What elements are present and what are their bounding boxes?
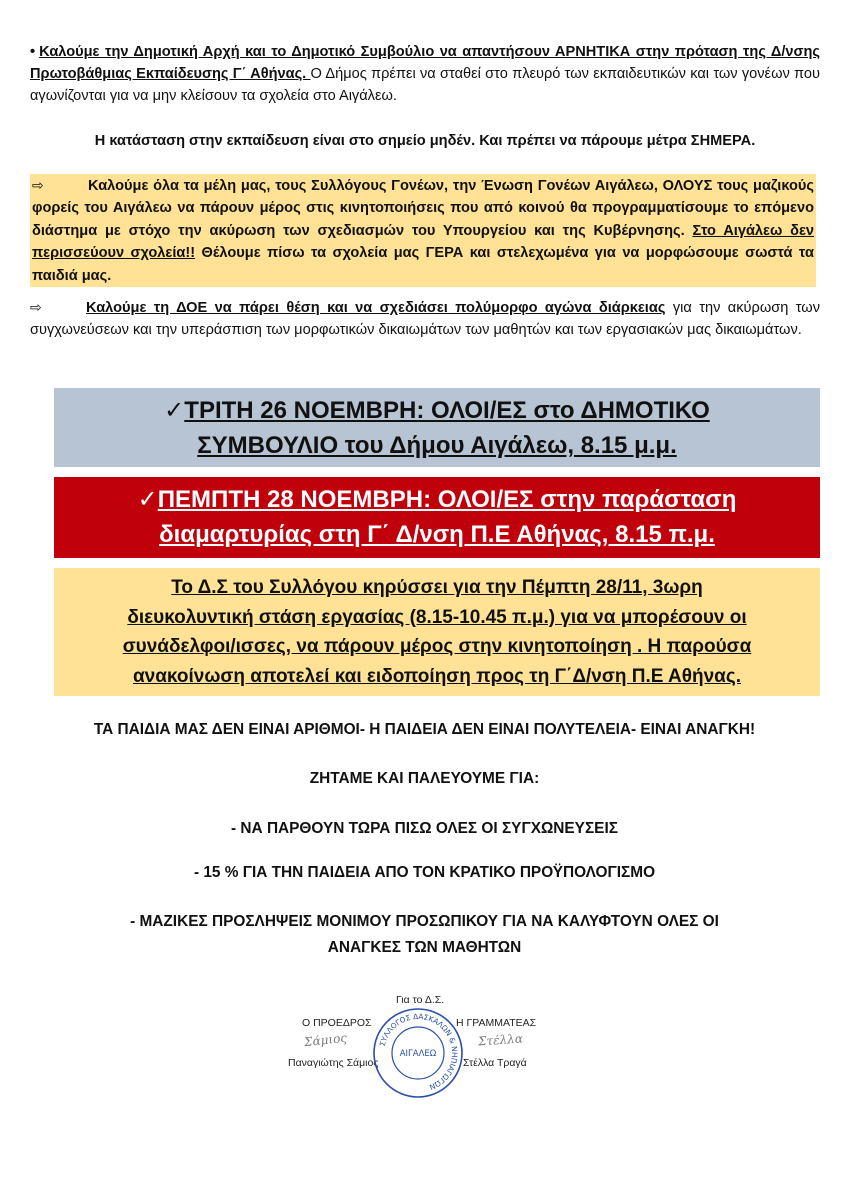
paragraph-call-to-members: [30, 174, 816, 287]
event-text-2: διαμαρτυρίας στη Γ΄ Δ/νση Π.Ε Αθήνας, 8.15 π.μ.: [159, 521, 715, 548]
secretary-name: Στέλλα Τραγά: [463, 1057, 527, 1069]
notice-line-1: Το Δ.Σ του Συλλόγου κηρύσσει για την Πέμπτη 28/11, 3ωρη: [171, 577, 703, 598]
checkmark-icon: ✓: [137, 486, 158, 513]
stamp-ring-text: ΣΥΛΛΟΓΟΣ ΔΑΣΚΑΛΩΝ & ΝΗΠΙΑΓΩΓΩΝ: [377, 1011, 460, 1092]
arrow-right-icon: ⇨: [32, 177, 44, 193]
event-line-2: [54, 428, 820, 463]
bullet-icon: •: [30, 44, 36, 60]
paragraph-underlined: Στο Αιγάλεω δεν περισσεύουν σχολεία!!: [32, 222, 814, 262]
event-box-tuesday: [54, 388, 820, 467]
slogan: ΤΑ ΠΑΙΔΙΑ ΜΑΣ ΔΕΝ ΕΙΝΑΙ ΑΡΙΘΜΟΙ- Η ΠΑΙΔΕΙΑ ΔΕΝ ΕΙΝΑΙ ΠΟΛΥΤΕΛΕΙΑ- ΕΙΝΑΙ ΑΝΑΓΚΗ!: [93, 721, 756, 738]
paragraph-text: Καλούμε όλα τα μέλη μας, τους Συλλόγους Γονέων, την Ένωση Γονέων Αιγάλεω, ΟΛΟΥΣ τους μαζικούς φορείς του Αιγάλεω να πάρουν μέρος στις κινητοποιήσεις που από κοινού θα προγραμματίσουμε το επόμενο διάστημα με στόχο την ακύρωση των σχεδιασμών του Υπουργείου και της Κυβέρνησης.: [32, 178, 814, 239]
event-box-thursday: [54, 477, 820, 558]
paragraph-emphasis: Καλούμε την Δημοτική Αρχή και το Δημοτικό Συμβούλιο να απαντήσουν ΑΡΝΗΤΙΚΑ στην πρόταση της Δ/νσης Πρωτοβάθμιας Εκπαίδευσης Γ΄ Αθήνας.: [30, 44, 820, 82]
paragraph-emphasis: Καλούμε τη ΔΟΕ να πάρει θέση και να σχεδιάσει πολύμορφο αγώνα διάρκειας: [86, 300, 666, 316]
demand-item: - 15 % ΓΙΑ ΤΗΝ ΠΑΙΔΕΙΑ ΑΠΟ ΤΟΝ ΚΡΑΤΙΚΟ ΠΡΟΫΠΟΛΟΓΙΣΜΟ: [193, 864, 656, 881]
event-line-2: [54, 517, 820, 552]
checkmark-icon: ✓: [164, 397, 185, 424]
paragraph-municipal-appeal: [30, 41, 820, 107]
notice-line-4: ανακοίνωση αποτελεί και ειδοποίηση προς τη Γ΄Δ/νση Π.Ε Αθήνας.: [133, 665, 741, 687]
president-name: Παναγιώτης Σάμιος: [288, 1057, 379, 1069]
president-signature: Σάμιος: [303, 1030, 348, 1050]
demand-item: - ΝΑ ΠΑΡΘΟΥΝ ΤΩΡΑ ΠΙΣΩ ΟΛΕΣ ΟΙ ΣΥΓΧΩΝΕΥΣΕΙΣ: [231, 820, 618, 837]
demands-heading: ΖΗΤΑΜΕ ΚΑΙ ΠΑΛΕΥΟΥΜΕ ΓΙΑ:: [309, 770, 540, 787]
president-title: Ο ΠΡΟΕΔΡΟΣ: [302, 1017, 372, 1029]
demand-item-continued: ΑΝΑΓΚΕΣ ΤΩΝ ΜΑΘΗΤΩΝ: [327, 939, 522, 956]
stamp-center-text: ΑΙΓΑΛΕΩ: [399, 1049, 437, 1059]
secretary-title: Η ΓΡΑΜΜΑΤΕΑΣ: [456, 1017, 537, 1029]
event-text-1: ΠΕΜΠΤΗ 28 ΝΟΕΜΒΡΗ: ΟΛΟΙ/ΕΣ στην παράσταση: [157, 486, 737, 513]
paragraph-text: Ο Δήμος πρέπει να σταθεί στο πλευρό των εκπαιδευτικών και των γονέων που αγωνίζονται για να μην κλείσουν τα σχολεία στο Αιγάλεω.: [30, 66, 820, 104]
demand-item: - ΜΑΖΙΚΕΣ ΠΡΟΣΛΗΨΕΙΣ ΜΟΝΙΜΟΥ ΠΡΟΣΩΠΙΚΟΥ ΓΙΑ ΝΑ ΚΑΛΥΦΤΟΥΝ ΟΛΕΣ ΟΙ: [130, 913, 719, 930]
event-line-1: [54, 393, 820, 428]
arrow-right-icon: ⇨: [30, 299, 42, 315]
paragraph-text-end: Θέλουμε πίσω τα σχολεία μας ΓΕΡΑ και στελεχωμένα για να μορφώσουμε σωστά τα παιδιά μας.: [32, 245, 814, 284]
strike-notice-box: [54, 568, 820, 696]
event-text-2: ΣΥΜΒΟΥΛΙΟ του Δήμου Αιγάλεω, 8.15 μ.μ.: [197, 432, 677, 459]
notice-line-2: διευκολυντική στάση εργασίας (8.15-10.45 π.μ.) για να μπορέσουν οι: [127, 606, 747, 628]
paragraph-call-to-doe: [30, 296, 820, 341]
event-line-1: [54, 482, 820, 517]
association-stamp: [371, 1006, 465, 1100]
secretary-signature: Στέλλα: [477, 1031, 524, 1049]
paragraph-situation: Η κατάσταση στην εκπαίδευση είναι στο σημείο μηδέν. Και πρέπει να πάρουμε μέτρα ΣΗΜΕΡΑ.: [94, 133, 756, 149]
event-text-1: ΤΡΙΤΗ 26 ΝΟΕΜΒΡΗ: ΟΛΟΙ/ΕΣ στο ΔΗΜΟΤΙΚΟ: [184, 397, 710, 424]
paragraph-text: για την ακύρωση των συγχωνεύσεων και την υπεράσπιση των μορφωτικών δικαιωμάτων των μαθητών και των εργασιακών μας δικαιωμάτων.: [30, 300, 821, 338]
notice-line-3: συνάδελφοι/ισσες, να πάρουν μέρος στην κινητοποίηση . Η παρούσα: [122, 636, 752, 657]
for-board-label: Για το Δ.Σ.: [396, 994, 445, 1006]
